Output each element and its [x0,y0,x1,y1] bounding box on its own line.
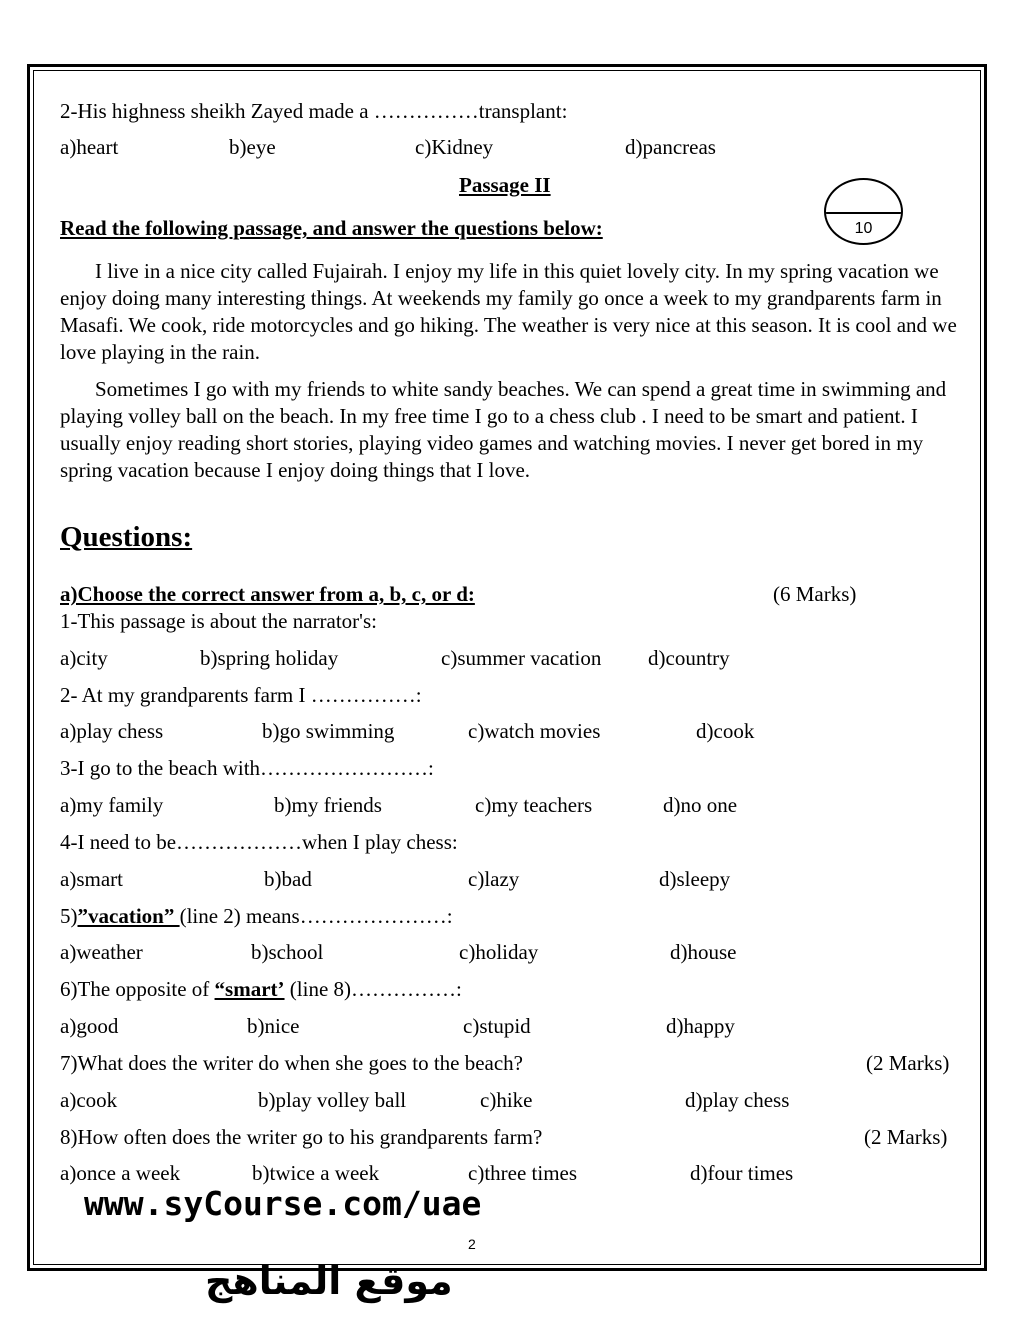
q5-option-c: c)holiday [459,940,539,964]
top-option-a: a)heart [60,135,119,159]
q1-option-b: b)spring holiday [200,646,339,670]
q7-option-c: c)hike [480,1088,533,1112]
q1-option-c: c)summer vacation [441,646,602,670]
q2-stem: 2- At my grandparents farm I ……………: [60,683,422,707]
q2-option-d: d)cook [696,719,755,743]
q3-option-b: b)my friends [274,793,382,817]
top-question-stem: 2-His highness sheikh Zayed made a ……………transplant: [60,99,568,123]
score-value: 10 [854,220,873,237]
q6-stem-suffix: (line 8)……………: [284,977,462,1001]
q6-stem-prefix: 6)The opposite of [60,977,215,1001]
passage-paragraph-2: Sometimes I go with my friends to white sandy beaches. We can spend a great time in swimming and playing volley ball on the beach. In my free time I go to a chess club . I need to be smart and patient. I usually enjoy reading short stories, playing video games and watching movies. I never get bored in my spring vacation because I enjoy doing things that I love. [60,377,947,482]
watermark-arabic: موقع المناهج [205,1259,453,1303]
q4-option-d: d)sleepy [659,867,731,891]
q3-option-d: d)no one [663,793,738,817]
top-option-d: d)pancreas [625,135,716,159]
q6-keyword: “smart’ [214,977,285,1001]
q8-option-b: b)twice a week [252,1161,380,1185]
q3-stem: 3-I go to the beach with……………………: [60,756,434,780]
q5-option-a: a)weather [60,940,143,964]
q2-option-c: c)watch movies [468,719,601,743]
q8-option-d: d)four times [690,1161,794,1185]
q7-option-d: d)play chess [685,1088,790,1112]
q6-option-a: a)good [60,1014,119,1038]
q4-option-c: c)lazy [468,867,520,891]
q1-option-a: a)city [60,646,108,670]
top-option-b: b)eye [229,135,276,159]
q6-stem [60,977,462,1001]
q8-option-c: c)three times [468,1161,578,1185]
q5-stem-suffix: (line 2) means…………………: [179,904,453,928]
q1-stem: 1-This passage is about the narrator's: [60,609,377,633]
q7-option-b: b)play volley ball [258,1088,407,1112]
q8-option-a: a)once a week [60,1161,181,1185]
q5-option-b: b)school [251,940,324,964]
watermark-url: www.syCourse.com/uae [84,1184,482,1223]
section-a-marks: (6 Marks) [773,582,857,606]
q5-stem-prefix: 5) [60,904,78,928]
score-circle [824,178,903,245]
q2-option-a: a)play chess [60,719,164,743]
q6-option-d: d)happy [666,1014,735,1038]
q8-stem: 8)How often does the writer go to his grandparents farm? [60,1125,543,1149]
score-divider [826,212,901,214]
questions-heading: Questions: [60,521,193,553]
section-a-title: a)Choose the correct answer from a, b, c, or d: [60,582,475,606]
page-number: 2 [468,1236,476,1252]
passage-paragraph-1: I live in a nice city called Fujairah. I enjoy my life in this quiet lovely city. In my spring vacation we enjoy doing many interesting things. At weekends my family go once a week to my grandparents farm in Masafi. We cook, ride motorcycles and go hiking. The weather is very nice at this season. It is cool and we love playing in the rain. [60,259,957,364]
passage-title: Passage II [459,173,551,197]
q5-keyword: ”vacation” [77,904,180,928]
q7-stem: 7)What does the writer do when she goes to the beach? [60,1051,524,1075]
q3-option-a: a)my family [60,793,164,817]
top-option-c: c)Kidney [415,135,494,159]
q1-option-d: d)country [648,646,730,670]
q5-stem [60,904,453,928]
q4-option-b: b)bad [264,867,312,891]
q3-option-c: c)my teachers [475,793,593,817]
q4-stem: 4-I need to be………………when I play chess: [60,830,458,854]
q5-option-d: d)house [670,940,737,964]
q8-marks: (2 Marks) [864,1125,948,1149]
q7-option-a: a)cook [60,1088,118,1112]
q6-option-c: c)stupid [463,1014,531,1038]
q7-marks: (2 Marks) [866,1051,950,1075]
q2-option-b: b)go swimming [262,719,395,743]
q4-option-a: a)smart [60,867,123,891]
q6-option-b: b)nice [247,1014,300,1038]
instruction: Read the following passage, and answer the questions below: [60,216,603,240]
